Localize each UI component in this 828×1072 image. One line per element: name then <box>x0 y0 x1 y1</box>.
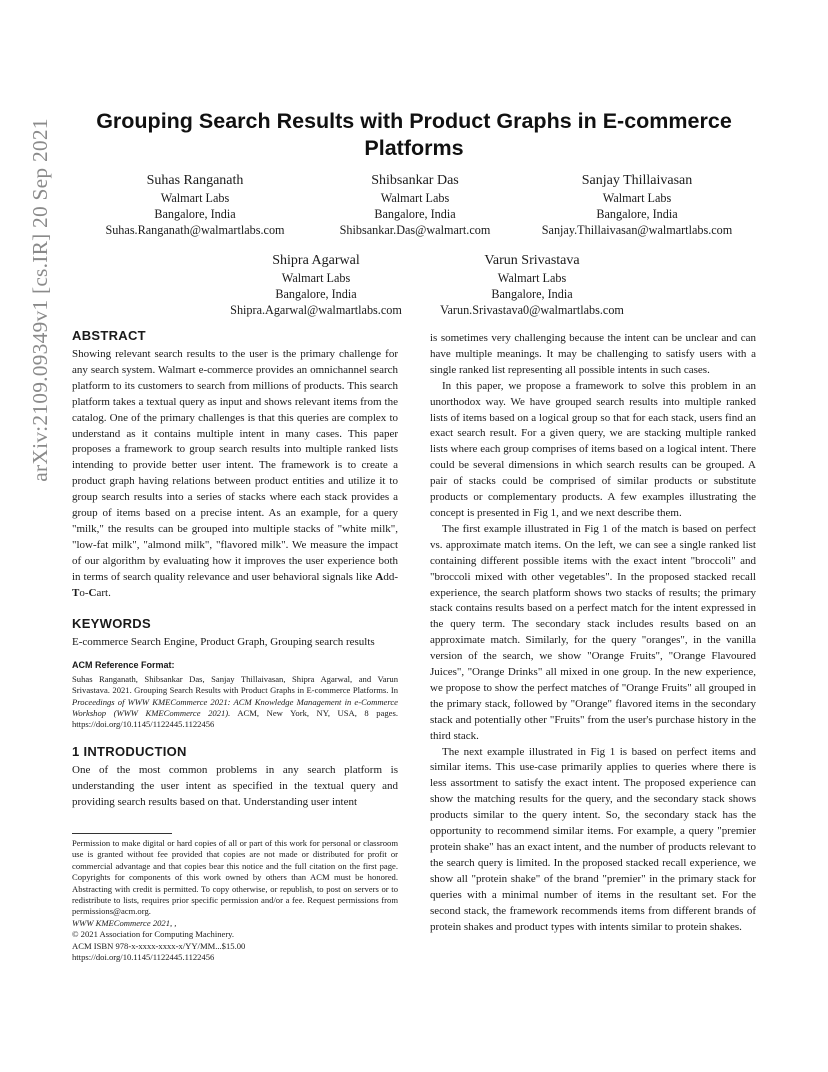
acm-reference <box>72 660 398 730</box>
abstract-bold-a: A <box>375 570 384 583</box>
intro-paragraph-2: In this paper, we propose a framework to solve this problem in an unorthodox way. We have grouped search results into multiple ranked lists of items based on a logical group so that for each stack, users find an exact search result. For a given query, we are stacking multiple ranked lists where each group comprises of items based on a logical intent. There could be several dimensions in which search results can be grouped. A pair of stacks could be comprised of similar products or substitute products or complementary products. A few examples illustrating the concept is presented in Fig 1, and we next describe them. <box>430 379 756 519</box>
author-email[interactable]: Shibsankar.Das@walmart.com <box>339 223 491 237</box>
footnote-rule <box>72 833 172 834</box>
author-email[interactable]: Suhas.Ranganath@walmartlabs.com <box>105 223 285 237</box>
author-location: Bangalore, India <box>275 287 357 301</box>
right-column <box>430 331 756 935</box>
author-email[interactable]: Sanjay.Thillaivasan@walmartlabs.com <box>541 223 733 237</box>
author-block-4 <box>196 252 436 318</box>
author-name: Suhas Ranganath <box>146 173 244 188</box>
permission-block <box>72 838 398 963</box>
author-affiliation: Walmart Labs <box>602 191 672 205</box>
abstract-heading: ABSTRACT <box>72 328 146 343</box>
author-block-2 <box>300 172 530 238</box>
abstract-text-end: art. <box>96 586 111 599</box>
author-location: Bangalore, India <box>596 207 678 221</box>
introduction-heading: 1 INTRODUCTION <box>72 743 187 759</box>
author-name: Shibsankar Das <box>371 173 459 188</box>
abstract-text-mid-2: o- <box>79 586 89 599</box>
permission-text: Permission to make digital or hard copies of all or part of this work for personal or classroom use is granted without fee provided that copies are not made or distributed for profit or commercial advantage and that copies bear this notice and the full citation on the first page. Copyrights for components of this work owned by others than ACM must be honored. Abstracting with credit is permitted. To copy otherwise, or republish, to post on servers or to redistribute to lists, requires prior specific permission and/or a fee. Request permissions from permissions@acm.org. <box>72 838 398 917</box>
author-affiliation: Walmart Labs <box>497 271 567 285</box>
intro-paragraph-4: The next example illustrated in Fig 1 is based on perfect items and similar items. This use-case primarily applies to queries where there is less assortment to satisfy the exact intent. The proposed experience can show the matching results for the query, and the secondary stack shows products similar to the query intent. So, the secondary stack has the opportunity to recommend similar items. For example, a query "premier protein shake" has an exact intent, and the number of products relevant to the search query is limited. In the proposed stacked recall experience, we show all "protein shake" of the brand "premier" in the primary stack for queries with a minimal number of items in the resultant set. For the second stack, the framework recommends items from different brands of protein shakes and product types with intents similar to protein shakes. <box>430 745 756 933</box>
author-affiliation: Walmart Labs <box>160 191 230 205</box>
permission-doi[interactable]: https://doi.org/10.1145/1122445.1122456 <box>72 952 215 963</box>
acm-reference-heading: ACM Reference Format: <box>72 660 175 671</box>
author-block-3 <box>512 172 762 238</box>
author-email[interactable]: Shipra.Agarwal@walmartlabs.com <box>230 303 402 317</box>
arxiv-identifier: arXiv:2109.09349v1 [cs.IR] 20 Sep 2021 <box>28 118 52 482</box>
abstract-bold-t: T <box>72 586 80 599</box>
author-name: Shipra Agarwal <box>272 253 360 268</box>
abstract-text-mid-1: dd- <box>383 570 398 583</box>
author-block-5 <box>412 252 652 318</box>
keywords-heading: KEYWORDS <box>72 615 151 631</box>
introduction-left-text: One of the most common problems in any search platform is understanding the user intent as specified in the textual query and providing search results based on that. Understanding user intent <box>72 763 398 808</box>
acm-reference-proceedings: Proceedings of WWW KMECommerce 2021: ACM Knowledge Management in e-Commerce Workshop (WWW KMECommerce 2021). <box>72 696 398 719</box>
author-block-1 <box>80 172 310 238</box>
permission-isbn: ACM ISBN 978-x-xxxx-xxxx-x/YY/MM...$15.00 <box>72 940 246 951</box>
abstract-bold-c: C <box>88 586 97 599</box>
acm-reference-doi[interactable]: ACM, New York, NY, USA, 8 pages. https://doi.org/10.1145/1122445.1122456 <box>72 708 398 730</box>
abstract-body <box>72 347 398 602</box>
author-name: Sanjay Thillaivasan <box>581 173 693 188</box>
permission-venue: WWW KMECommerce 2021, , <box>72 917 177 928</box>
author-affiliation: Walmart Labs <box>281 271 351 285</box>
author-email[interactable]: Varun.Srivastava0@walmartlabs.com <box>440 303 624 317</box>
author-affiliation: Walmart Labs <box>380 191 450 205</box>
permission-copyright: © 2021 Association for Computing Machinery. <box>72 929 235 940</box>
author-location: Bangalore, India <box>491 287 573 301</box>
paper-title: Grouping Search Results with Product Graphs in E-commerce Platforms <box>96 109 732 160</box>
keywords-text: E-commerce Search Engine, Product Graph, Grouping search results <box>72 635 375 648</box>
left-column <box>72 328 398 811</box>
acm-reference-text: Suhas Ranganath, Shibsankar Das, Sanjay Thillaivasan, Shipra Agarwal, and Varun Srivastava. 2021. Grouping Search Results with Product Graphs in E-commerce Platforms. In <box>72 673 398 696</box>
abstract-text: Showing relevant search results to the user is the primary challenge for any search system. Walmart e-commerce provides an omnichannel search platform to its customers to search from millions of products. This search platform takes a textual query as input and shows relevant items from the catalog. One of the primary challenges is that this queries are complex to understand as it contains multiple intent in many cases. This paper proposes a framework to group search results into multiple ranked lists intending to provide better user intent. The framework is to create a product graph having relations between product entities and utilize it to group search results into a series of stacks where each stack provides a group of items based on a precise intent. As an example, for a query "milk," the results can be grouped into multiple stacks of "white milk", "low-fat milk", "almond milk", "flavored milk". We measure the impact of our algorithm by evaluating how it improves the user experience both in terms of search quality relevance and user behavioral signals like <box>72 348 398 583</box>
author-location: Bangalore, India <box>154 207 236 221</box>
author-name: Varun Srivastava <box>484 253 580 268</box>
author-location: Bangalore, India <box>374 207 456 221</box>
intro-paragraph-1: is sometimes very challenging because the intent can be unclear and can have multiple meanings. It may be challenging to satisfy users with a single ranked list representing all possible intents in such cases. <box>430 332 756 376</box>
intro-paragraph-3: The first example illustrated in Fig 1 of the match is based on perfect vs. approximate match items. On the left, we can see a single ranked list containing different possible items with the exact intent "broccoli" and "broccoli mixed with other vegetables". In the proposed stacked recall experience, the search platform shows two stacks of results; the primary stack contains results based on a perfect match for the intent expressed in the query term. The secondary stack includes results based on an approximate match. Similarly, for the query "oranges", in the vanilla version of the search, we show "Orange Fruits", "Orange Flavoured Juices", "Orange Drinks" all mixed in one group. In the new experience, we propose to show the perfect matches of "Orange Fruits" all grouped in the primary stack, followed by "Orange" flavored items in the secondary stack and potentially other "Fruits" from the user's purchase history in the third stack. <box>430 522 756 742</box>
